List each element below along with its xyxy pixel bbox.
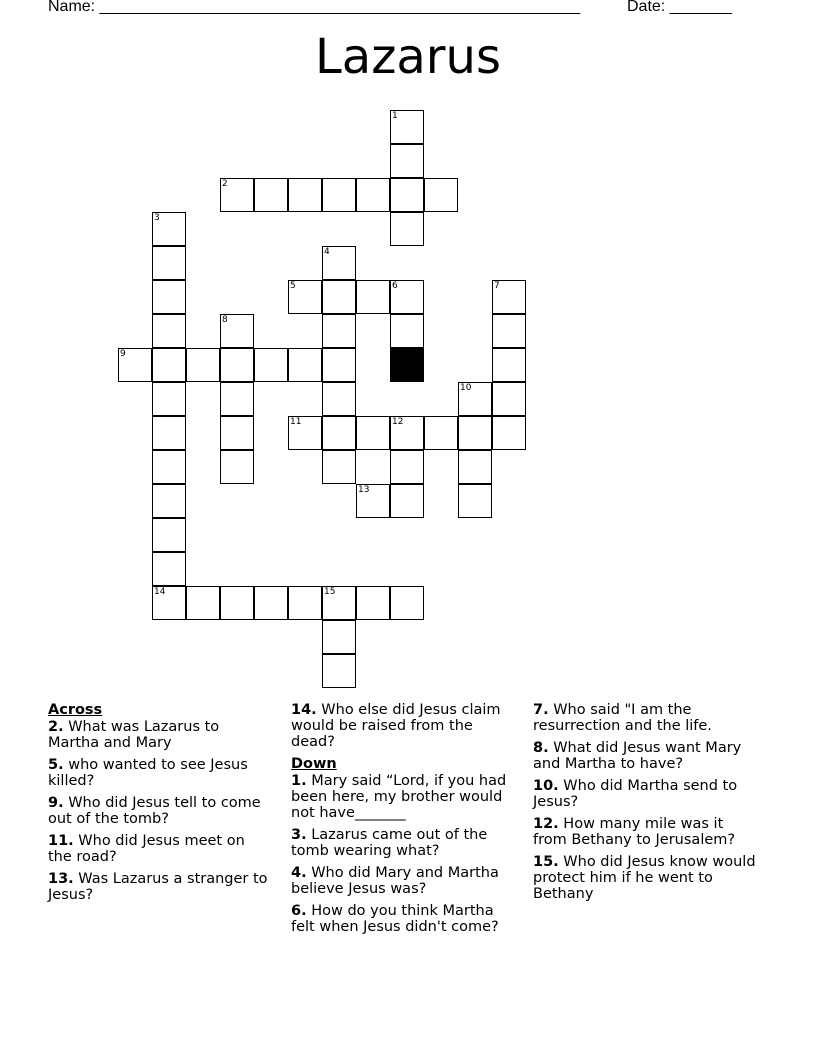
grid-cell[interactable]	[492, 416, 526, 450]
grid-cell[interactable]	[152, 518, 186, 552]
clue-number: 3.	[291, 827, 307, 843]
clue-number: 14.	[291, 702, 317, 718]
grid-cell[interactable]	[220, 382, 254, 416]
clue-down-1	[291, 773, 516, 821]
grid-cell[interactable]	[220, 348, 254, 382]
across-heading: Across	[48, 702, 103, 718]
clue-across-2	[48, 719, 273, 751]
grid-cell[interactable]	[186, 586, 220, 620]
clue-text: who wanted to see Jesus killed?	[48, 757, 248, 789]
clue-text: Lazarus came out of the tomb wearing what?	[291, 827, 488, 859]
cell-number: 5	[290, 281, 296, 291]
grid-cell[interactable]	[322, 280, 356, 314]
grid-cell[interactable]	[458, 484, 492, 518]
name-field-label: Name: ______________________________________________________	[48, 0, 581, 15]
clue-number: 15.	[533, 854, 559, 870]
grid-cell-blocked	[390, 348, 424, 382]
grid-cell[interactable]	[356, 178, 390, 212]
grid-cell[interactable]	[254, 586, 288, 620]
grid-cell[interactable]	[390, 484, 424, 518]
grid-cell[interactable]	[458, 450, 492, 484]
clue-text: Who did Mary and Martha believe Jesus was?	[291, 865, 499, 897]
grid-cell[interactable]	[322, 382, 356, 416]
clue-across-14	[291, 702, 516, 750]
grid-cell[interactable]	[152, 280, 186, 314]
grid-cell[interactable]	[492, 382, 526, 416]
grid-cell[interactable]	[288, 348, 322, 382]
grid-cell[interactable]	[152, 382, 186, 416]
grid-cell[interactable]	[390, 314, 424, 348]
cell-number: 14	[154, 587, 166, 597]
grid-cell[interactable]	[152, 586, 186, 620]
grid-cell[interactable]	[390, 280, 424, 314]
grid-cell[interactable]	[186, 348, 220, 382]
grid-cell[interactable]	[288, 416, 322, 450]
grid-cell[interactable]	[492, 348, 526, 382]
cell-number: 6	[392, 281, 398, 291]
grid-cell[interactable]	[390, 110, 424, 144]
grid-cell[interactable]	[390, 450, 424, 484]
grid-cell[interactable]	[152, 212, 186, 246]
grid-cell[interactable]	[288, 178, 322, 212]
clues-column-2	[291, 702, 516, 941]
grid-cell[interactable]	[458, 416, 492, 450]
clue-text: Mary said “Lord, if you had been here, my brother would not have_______	[291, 773, 507, 821]
clue-down-8	[533, 740, 758, 772]
grid-cell[interactable]	[356, 484, 390, 518]
cell-number: 2	[222, 179, 228, 189]
grid-cell[interactable]	[356, 586, 390, 620]
cell-number: 12	[392, 417, 404, 427]
clue-number: 5.	[48, 757, 64, 773]
grid-cell[interactable]	[322, 416, 356, 450]
clue-text: Was Lazarus a stranger to Jesus?	[48, 871, 268, 903]
grid-cell[interactable]	[492, 280, 526, 314]
clue-across-9	[48, 795, 273, 827]
clue-number: 9.	[48, 795, 64, 811]
clue-down-12	[533, 816, 758, 848]
grid-cell[interactable]	[322, 586, 356, 620]
clue-down-7	[533, 702, 758, 734]
clue-text: Who else did Jesus claim would be raised from the dead?	[291, 702, 501, 750]
grid-cell[interactable]	[322, 654, 356, 688]
grid-cell[interactable]	[152, 314, 186, 348]
clue-number: 8.	[533, 740, 549, 756]
grid-cell[interactable]	[322, 450, 356, 484]
grid-cell[interactable]	[220, 416, 254, 450]
grid-cell[interactable]	[492, 314, 526, 348]
clue-across-5	[48, 757, 273, 789]
grid-cell[interactable]	[220, 314, 254, 348]
grid-cell[interactable]	[322, 620, 356, 654]
cell-number: 9	[120, 349, 126, 359]
grid-cell[interactable]	[152, 348, 186, 382]
cell-number: 11	[290, 417, 302, 427]
cell-number: 4	[324, 247, 330, 257]
grid-cell[interactable]	[152, 246, 186, 280]
clue-number: 12.	[533, 816, 559, 832]
grid-cell[interactable]	[322, 246, 356, 280]
cell-number: 8	[222, 315, 228, 325]
clue-number: 2.	[48, 719, 64, 735]
grid-cell[interactable]	[288, 280, 322, 314]
clue-across-11	[48, 833, 273, 865]
grid-cell[interactable]	[458, 382, 492, 416]
cell-number: 1	[392, 111, 398, 121]
clue-number: 7.	[533, 702, 549, 718]
clue-text: What was Lazarus to Martha and Mary	[48, 719, 220, 751]
grid-cell[interactable]	[390, 178, 424, 212]
grid-cell[interactable]	[356, 416, 390, 450]
clue-number: 6.	[291, 903, 307, 919]
cell-number: 7	[494, 281, 500, 291]
cell-number: 15	[324, 587, 336, 597]
grid-cell[interactable]	[322, 348, 356, 382]
clue-across-13	[48, 871, 273, 903]
grid-cell[interactable]	[390, 586, 424, 620]
page-title: Lazarus	[315, 29, 501, 85]
grid-cell[interactable]	[152, 552, 186, 586]
clue-number: 10.	[533, 778, 559, 794]
grid-cell[interactable]	[254, 178, 288, 212]
grid-cell[interactable]	[322, 314, 356, 348]
clues-column-3	[533, 702, 758, 908]
clue-number: 4.	[291, 865, 307, 881]
down-heading: Down	[291, 756, 337, 772]
grid-cell[interactable]	[152, 450, 186, 484]
grid-cell[interactable]	[390, 212, 424, 246]
date-field-label: Date: _______	[627, 0, 732, 15]
clue-text: How do you think Martha felt when Jesus didn't come?	[291, 903, 499, 935]
clue-number: 1.	[291, 773, 307, 789]
grid-cell[interactable]	[288, 586, 322, 620]
grid-cell[interactable]	[220, 178, 254, 212]
cell-number: 10	[460, 383, 472, 393]
cell-number: 3	[154, 213, 160, 223]
clue-down-10	[533, 778, 758, 810]
clues-column-1	[48, 702, 273, 909]
grid-cell[interactable]	[424, 178, 458, 212]
clue-number: 11.	[48, 833, 74, 849]
grid-cell[interactable]	[152, 416, 186, 450]
grid-cell[interactable]	[152, 484, 186, 518]
clue-text: Who did Jesus meet on the road?	[48, 833, 245, 865]
clue-text: What did Jesus want Mary and Martha to have?	[533, 740, 742, 772]
clue-down-4	[291, 865, 516, 897]
clue-number: 13.	[48, 871, 74, 887]
grid-cell[interactable]	[220, 450, 254, 484]
clue-down-15	[533, 854, 758, 902]
grid-cell[interactable]	[390, 144, 424, 178]
grid-cell[interactable]	[424, 416, 458, 450]
grid-cell[interactable]	[356, 280, 390, 314]
cell-number: 13	[358, 485, 370, 495]
grid-cell[interactable]	[254, 348, 288, 382]
grid-cell[interactable]	[390, 416, 424, 450]
clue-text: Who did Jesus know would protect him if he went to Bethany	[533, 854, 756, 902]
grid-cell[interactable]	[322, 178, 356, 212]
clue-text: How many mile was it from Bethany to Jerusalem?	[533, 816, 736, 848]
clue-down-6	[291, 903, 516, 935]
clue-text: Who did Martha send to Jesus?	[533, 778, 738, 810]
clue-text: Who did Jesus tell to come out of the tomb?	[48, 795, 261, 827]
grid-cell[interactable]	[118, 348, 152, 382]
grid-cell[interactable]	[220, 586, 254, 620]
clue-down-3	[291, 827, 516, 859]
clue-text: Who said "I am the resurrection and the life.	[533, 702, 712, 734]
